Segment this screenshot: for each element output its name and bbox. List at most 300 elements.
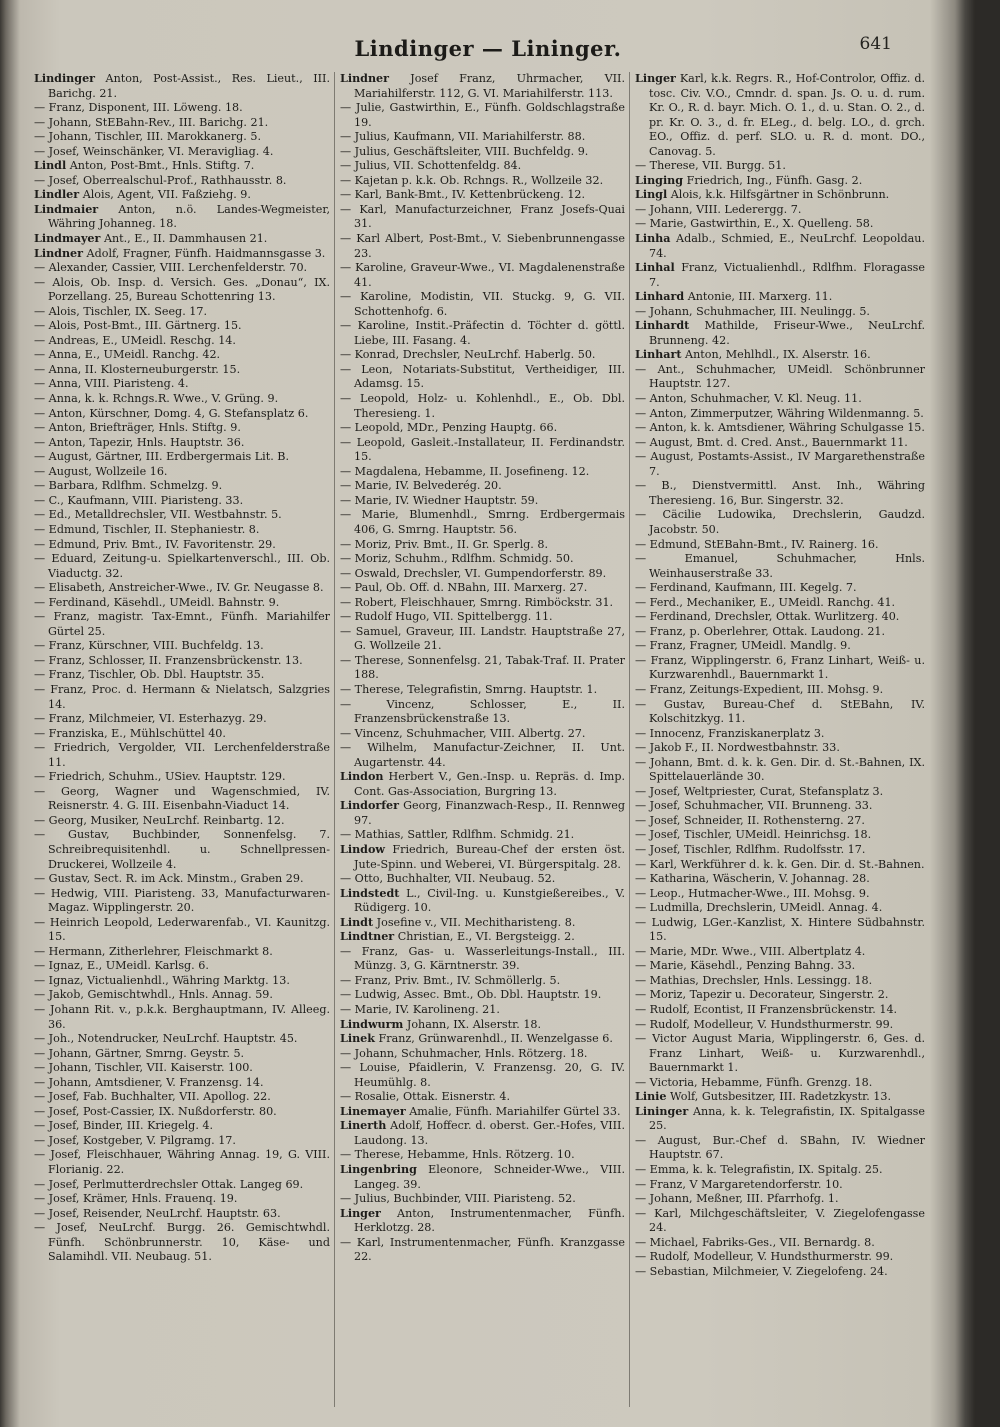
entry-text: — Franz, Disponent, III. Löweng. 18. xyxy=(34,101,243,115)
directory-entry xyxy=(635,421,925,436)
entry-text: — Johann, Meßner, III. Pfarrhofg. 1. xyxy=(635,1192,839,1206)
entry-text: — Anton, Zimmerputzer, Währing Wildenmanng. 5. xyxy=(635,406,924,420)
directory-entry xyxy=(635,1207,925,1236)
directory-entry xyxy=(34,1047,330,1062)
directory-entry xyxy=(34,596,330,611)
directory-entry xyxy=(340,654,625,683)
directory-entry xyxy=(635,843,925,858)
entry-text: — Ignaz, E., UMeidl. Karlsg. 6. xyxy=(34,959,209,973)
directory-entry xyxy=(34,872,330,887)
directory-entry xyxy=(635,887,925,902)
entry-text: — Leopold, Gasleit.-Installateur, II. Ferdinandstr. 15. xyxy=(340,435,625,464)
directory-page xyxy=(14,0,962,1427)
directory-entry xyxy=(34,1076,330,1091)
entry-text: Franz, Victualienhdl., Rdlfhm. Floragasse 7. xyxy=(649,261,925,289)
directory-entry xyxy=(635,1018,925,1033)
entry-text: — Karoline, Modistin, VII. Stuckg. 9, G. VII. Schottenhofg. 6. xyxy=(340,290,625,318)
directory-entry xyxy=(34,814,330,829)
entry-text: Eleonore, Schneider-Wwe., VIII. Langeg. 39. xyxy=(354,1163,625,1191)
directory-entry xyxy=(340,1032,625,1047)
directory-entry xyxy=(340,727,625,742)
entry-text: — Marie, IV. Karolineng. 21. xyxy=(340,1003,500,1016)
entry-surname: Linerth xyxy=(340,1119,387,1133)
entry-text: — Rudolf, Modelleur, V. Hundsthurmerstr. 99. xyxy=(635,1017,894,1031)
entry-text: — Rudolf, Econtist, II Franzensbrückenstr. 14. xyxy=(635,1003,898,1016)
directory-entry xyxy=(635,1105,925,1134)
directory-entry xyxy=(635,901,925,916)
entry-text: — Anton, Briefträger, Hnls. Stiftg. 9. xyxy=(34,421,241,435)
directory-entry xyxy=(34,523,330,538)
entry-text: — Josef, Tischler, UMeidl. Heinrichsg. 18. xyxy=(635,828,872,842)
entry-text: — Edmund, Priv. Bmt., IV. Favoritenstr. 29. xyxy=(34,537,276,551)
directory-entry xyxy=(635,450,925,479)
directory-entry xyxy=(635,1003,925,1018)
directory-entry xyxy=(34,101,330,116)
directory-entry xyxy=(635,407,925,422)
column-divider xyxy=(334,72,335,1407)
entry-text: — Karoline, Instit.-Präfectin d. Töchter d. göttl. Liebe, III. Fasang. 4. xyxy=(340,319,625,347)
directory-entry xyxy=(635,319,925,348)
entry-text: — Franz, Schlosser, II. Franzensbrückenstr. 13. xyxy=(34,653,303,667)
directory-entry xyxy=(34,348,330,363)
directory-entry xyxy=(34,945,330,960)
directory-entry xyxy=(34,508,330,523)
directory-entry xyxy=(635,945,925,960)
directory-entry xyxy=(340,348,625,363)
entry-surname: Lindner xyxy=(340,72,390,85)
directory-entry xyxy=(340,421,625,436)
entry-text: — Anton, Tapezir, Hnls. Hauptstr. 36. xyxy=(34,435,245,449)
entry-text: — Georg, Musiker, NeuLrchf. Reinbartg. 12. xyxy=(34,813,285,827)
entry-text: Franz, Grünwarenhdl., II. Wenzelgasse 6. xyxy=(374,1032,613,1046)
entry-text: — Therese, Sonnenfelsg. 21, Tabak-Traf. II. Prater 188. xyxy=(340,653,625,682)
directory-entry xyxy=(34,232,330,247)
directory-entry xyxy=(34,465,330,480)
entry-text: — Heinrich Leopold, Lederwarenfab., VI. Kaunitzg. 15. xyxy=(34,915,330,944)
entry-text: — Ludwig, LGer.-Kanzlist, X. Hintere Südbahnstr. 15. xyxy=(635,915,925,944)
entry-text: — Karl, Milchgeschäftsleiter, V. Ziegelofengasse 24. xyxy=(635,1206,925,1235)
directory-entry xyxy=(34,1105,330,1120)
directory-entry xyxy=(340,916,625,931)
entry-text: Friedrich, Ing., Fünfh. Gasg. 2. xyxy=(683,173,863,187)
entry-surname: Lininger xyxy=(635,1104,689,1118)
directory-entry xyxy=(635,1236,925,1251)
directory-entry xyxy=(635,858,925,873)
entry-text: Anton, n.ö. Landes-Wegmeister, Währing Johanneg. 18. xyxy=(48,202,330,231)
entry-text: — Ferdinand, Käsehdl., UMeidl. Bahnstr. 9. xyxy=(34,595,280,609)
entry-text: Anna, k. k. Telegrafistin, IX. Spitalgasse 25. xyxy=(649,1104,925,1133)
directory-entry xyxy=(34,450,330,465)
entry-text: — Franz, Fragner, UMeidl. Mandlg. 9. xyxy=(635,639,851,653)
entry-text: — Georg, Wagner und Wagenschmied, IV. Reisnerstr. 4. G. III. Eisenbahn-Viaduct 14. xyxy=(34,784,330,813)
entry-text: — Leop., Hutmacher-Wwe., III. Mohsg. 9. xyxy=(635,886,870,900)
entry-text: — Josef, Weinschänker, VI. Meravigliag. 4. xyxy=(34,144,274,158)
directory-entry xyxy=(340,872,625,887)
entry-text: — Moriz, Priv. Bmt., II. Gr. Sperlg. 8. xyxy=(340,537,548,551)
entry-text: — Anna, II. Klosterneuburgerstr. 15. xyxy=(34,362,241,376)
directory-entry xyxy=(34,247,330,262)
directory-entry xyxy=(340,887,625,916)
directory-entry xyxy=(340,698,625,727)
entry-text: — Gustav, Bureau-Chef d. StEBahn, IV. Kolschitzkyg. 11. xyxy=(635,697,925,726)
entry-text: — Anton, Schuhmacher, V. Kl. Neug. 11. xyxy=(635,392,862,406)
entry-surname: Lindler xyxy=(34,188,80,202)
directory-entry xyxy=(340,1148,625,1163)
entry-text: — Sebastian, Milchmeier, V. Ziegelofeng. 24. xyxy=(635,1264,888,1278)
entry-text: — Anna, k. k. Rchngs.R. Wwe., V. Grüng. 9. xyxy=(34,392,279,406)
directory-entry xyxy=(340,1192,625,1207)
entry-text: — Marie, IV. Wiedner Hauptstr. 59. xyxy=(340,493,539,507)
entry-text: — Franziska, E., Mühlschüttel 40. xyxy=(34,726,226,740)
directory-entry xyxy=(340,1119,625,1148)
directory-entry xyxy=(635,261,925,290)
entry-text: — Josef, Weltpriester, Curat, Stefansplatz 3. xyxy=(635,784,884,798)
directory-entry xyxy=(635,625,925,640)
entry-text: — Leopold, MDr., Penzing Hauptg. 66. xyxy=(340,421,558,435)
entry-text: — Karl, Werkführer d. k. k. Gen. Dir. d. St.-Bahnen. xyxy=(635,857,925,871)
directory-entry xyxy=(34,639,330,654)
entry-text: — Josef, Fab. Buchhalter, VII. Apollog. 22. xyxy=(34,1090,271,1104)
entry-text: — Moriz, Schuhm., Rdlfhm. Schmidg. 50. xyxy=(340,552,574,566)
entry-text: — Vincenz, Schlosser, E., II. Franzensbrückenstraße 13. xyxy=(340,697,625,726)
entry-surname: Lindner xyxy=(34,246,84,260)
directory-entry xyxy=(340,1163,625,1192)
directory-entry xyxy=(635,974,925,989)
entry-text: — Eduard, Zeitung-u. Spielkartenverschl., III. Ob. Viaductg. 32. xyxy=(34,552,330,580)
entry-surname: Lingl xyxy=(635,188,668,202)
directory-entry xyxy=(635,392,925,407)
entry-text: Christian, E., VI. Bergsteigg. 2. xyxy=(394,930,575,944)
entry-text: Anton, Instrumentenmacher, Fünfh. Herklotzg. 28. xyxy=(354,1206,625,1235)
entry-text: — Josef, Post-Cassier, IX. Nußdorferstr. 80. xyxy=(34,1104,277,1118)
entry-text: — Julius, VII. Schottenfeldg. 84. xyxy=(340,159,522,173)
directory-entry xyxy=(34,988,330,1003)
directory-entry xyxy=(635,916,925,945)
entry-text: Karl, k.k. Regrs. R., Hof-Controlor, Offiz. d. tosc. Civ. V.O., Cmndr. d. span. Js. O. u. d. rum. Kr. O., R. d. bayr. Mich. O. 1., d. u. Stan. O. 2., d. pr. Kr. O. 3., d. fr. ELeg., d. belg. LO., d. grch. EO., Offiz. d. perf. SLO. u. R. d. mont. DO., Canovag. 5. xyxy=(649,72,925,158)
directory-entry xyxy=(635,72,925,159)
directory-entry xyxy=(635,1134,925,1163)
entry-text: — Ludwig, Assec. Bmt., Ob. Dbl. Hauptstr. 19. xyxy=(340,988,602,1002)
directory-entry xyxy=(34,727,330,742)
entry-surname: Linger xyxy=(340,1206,381,1220)
directory-entry xyxy=(635,988,925,1003)
entry-text: — Marie, MDr. Wwe., VIII. Albertplatz 4. xyxy=(635,944,866,958)
directory-entry xyxy=(340,945,625,974)
directory-entry xyxy=(635,872,925,887)
directory-entry xyxy=(34,668,330,683)
directory-entry xyxy=(34,72,330,101)
entry-text: — Elisabeth, Anstreicher-Wwe., IV. Gr. Neugasse 8. xyxy=(34,581,324,595)
directory-entry xyxy=(340,828,625,843)
directory-entry xyxy=(340,174,625,189)
entry-text: — Anna, VIII. Piaristeng. 4. xyxy=(34,377,189,391)
entry-text: — Ludmilla, Drechslerin, UMeidl. Annag. 4. xyxy=(635,901,883,915)
directory-entry xyxy=(635,348,925,363)
entry-text: Johann, IX. Alserstr. 18. xyxy=(403,1017,542,1031)
directory-entry xyxy=(635,363,925,392)
entry-text: — Emma, k. k. Telegrafistin, IX. Spitalg. 25. xyxy=(635,1163,883,1177)
directory-entry xyxy=(635,1076,925,1091)
entry-text: — Paul, Ob. Off. d. NBahn, III. Marxerg. 27. xyxy=(340,581,588,595)
entry-text: — Johann, VIII. Lederergg. 7. xyxy=(635,202,802,216)
directory-entry xyxy=(34,319,330,334)
entry-text: — Johann Rit. v., p.k.k. Berghauptmann, IV. Alleeg. 36. xyxy=(34,1003,330,1031)
entry-surname: Lindt xyxy=(340,915,374,929)
directory-entry xyxy=(34,1134,330,1149)
entry-text: — B., Dienstvermittl. Anst. Inh., Währing Theresieng. 16, Bur. Singerstr. 32. xyxy=(635,479,925,507)
entry-text: — Franz, Proc. d. Hermann & Nielatsch, Salzgries 14. xyxy=(34,682,330,711)
entry-text: — Johann, Bmt. d. k. k. Gen. Dir. d. St.-Bahnen, IX. Spittelauerlände 30. xyxy=(635,755,925,784)
entry-surname: Lindstedt xyxy=(340,886,400,900)
directory-entry xyxy=(34,959,330,974)
entry-text: — Marie, IV. Belvederég. 20. xyxy=(340,479,502,493)
directory-column-middle xyxy=(340,72,625,1415)
entry-text: — Victoria, Hebamme, Fünfh. Grenzg. 18. xyxy=(635,1075,873,1089)
entry-text: Alois, k.k. Hilfsgärtner in Schönbrunn. xyxy=(667,188,890,202)
entry-text: — Josef, Tischler, Rdlfhm. Rudolfsstr. 17. xyxy=(635,842,866,856)
directory-entry xyxy=(635,654,925,683)
directory-entry xyxy=(635,698,925,727)
entry-text: — Franz, V Margaretendorferstr. 10. xyxy=(635,1177,843,1191)
entry-text: — Robert, Fleischhauer, Smrng. Rimböckstr. 31. xyxy=(340,595,614,609)
directory-entry xyxy=(34,581,330,596)
entry-text: — Franz, Wipplingerstr. 6, Franz Linhart, Weiß- u. Kurzwarenhdl., Bauernmarkt 1. xyxy=(635,653,925,682)
entry-surname: Lindinger xyxy=(34,72,96,85)
directory-entry xyxy=(340,683,625,698)
directory-entry xyxy=(340,1236,625,1265)
entry-text: — August, Postamts-Assist., IV Margarethenstraße 7. xyxy=(635,450,925,478)
entry-text: Anton, Mehlhdl., IX. Alserstr. 16. xyxy=(681,348,871,362)
directory-entry xyxy=(340,930,625,945)
entry-text: Ant., E., II. Dammhausen 21. xyxy=(100,232,268,246)
entry-text: Herbert V., Gen.-Insp. u. Repräs. d. Imp. Cont. Gas-Association, Burgring 13. xyxy=(354,770,625,798)
entry-text: Adolf, Hoffecr. d. oberst. Ger.-Hofes, VIII. Laudong. 13. xyxy=(354,1119,625,1147)
directory-entry xyxy=(34,334,330,349)
directory-entry xyxy=(34,1207,330,1222)
entry-text: — Victor August Maria, Wipplingerstr. 6, Ges. d. Franz Linhart, Weiß- u. Kurzwarenhdl., Bauernmarkt 1. xyxy=(635,1032,925,1075)
page-title: Lindinger — Lininger. xyxy=(354,36,622,61)
entry-text: — Ant., Schuhmacher, UMeidl. Schönbrunner Hauptstr. 127. xyxy=(635,362,925,391)
entry-text: — Alois, Tischler, IX. Seeg. 17. xyxy=(34,304,207,318)
directory-entry xyxy=(340,319,625,348)
directory-entry xyxy=(34,1119,330,1134)
entry-text: — Wilhelm, Manufactur-Zeichner, II. Unt. Augartenstr. 44. xyxy=(340,741,625,769)
entry-text: — Marie, Käsehdl., Penzing Bahng. 33. xyxy=(635,959,856,973)
entry-text: — Johann, Tischler, VII. Kaiserstr. 100. xyxy=(34,1061,253,1075)
entry-text: Amalie, Fünfh. Mariahilfer Gürtel 33. xyxy=(405,1104,621,1118)
directory-entry xyxy=(34,552,330,581)
entry-text: Adolf, Fragner, Fünfh. Haidmannsgasse 3. xyxy=(83,246,326,260)
entry-text: — Friedrich, Vergolder, VII. Lerchenfelderstraße 11. xyxy=(34,741,330,769)
directory-entry xyxy=(635,217,925,232)
entry-text: — Johann, Gärtner, Smrng. Geystr. 5. xyxy=(34,1046,245,1060)
entry-surname: Linhardt xyxy=(635,319,690,333)
entry-text: — Edmund, StEBahn-Bmt., IV. Rainerg. 16. xyxy=(635,537,879,551)
entry-text: — Marie, Blumenhdl., Smrng. Erdbergermais 406, G. Smrng. Hauptstr. 56. xyxy=(340,508,625,536)
directory-entry xyxy=(34,174,330,189)
directory-entry xyxy=(34,436,330,451)
directory-entry xyxy=(635,436,925,451)
directory-entry xyxy=(340,465,625,480)
entry-text: — Franz, Priv. Bmt., IV. Schmöllerlg. 5. xyxy=(340,973,561,987)
entry-text: — August, Bur.-Chef d. SBahn, IV. Wiedner Hauptstr. 67. xyxy=(635,1133,925,1162)
directory-entry xyxy=(635,305,925,320)
directory-entry xyxy=(340,625,625,654)
entry-text: — Magdalena, Hebamme, II. Josefineng. 12. xyxy=(340,464,590,478)
entry-text: — Franz, Zeitungs-Expedient, III. Mohsg. 9. xyxy=(635,682,884,696)
directory-entry xyxy=(635,799,925,814)
directory-entry xyxy=(340,1018,625,1033)
directory-entry xyxy=(635,727,925,742)
entry-text: — Leon, Notariats-Substitut, Vertheidiger, III. Adamsg. 15. xyxy=(340,362,625,391)
entry-text: — Therese, Telegrafistin, Smrng. Hauptstr. 1. xyxy=(340,682,598,696)
entry-text: — Barbara, Rdlfhm. Schmelzg. 9. xyxy=(34,479,223,493)
entry-text: — Friedrich, Schuhm., USiev. Hauptstr. 129. xyxy=(34,770,286,784)
directory-entry xyxy=(34,1192,330,1207)
entry-text: — Innocenz, Franziskanerplatz 3. xyxy=(635,726,825,740)
directory-entry xyxy=(340,610,625,625)
entry-surname: Linger xyxy=(635,72,676,85)
entry-surname: Lingenbring xyxy=(340,1163,417,1177)
directory-entry xyxy=(340,363,625,392)
directory-entry xyxy=(340,843,625,872)
directory-entry xyxy=(34,610,330,639)
directory-entry xyxy=(34,116,330,131)
entry-text: — August, Gärtner, III. Erdbergermais Lit. B. xyxy=(34,450,290,464)
entry-text: — Gustav, Buchbinder, Sonnenfelsg. 7. Schreibrequisitenhdl. u. Schnellpressen-Druckerei, Wollzeile 4. xyxy=(34,828,330,871)
entry-text: — Vincenz, Schuhmacher, VIII. Albertg. 27. xyxy=(340,726,586,740)
entry-surname: Linhal xyxy=(635,261,675,275)
entry-surname: Lindorfer xyxy=(340,799,400,813)
directory-column-left xyxy=(34,72,330,1415)
entry-text: Anton, Post-Assist., Res. Lieut., III. Barichg. 21. xyxy=(48,72,330,100)
entry-text: — Katharina, Wäscherin, V. Johannag. 28. xyxy=(635,872,870,886)
entry-text: — Anna, E., UMeidl. Ranchg. 42. xyxy=(34,348,221,362)
directory-entry xyxy=(340,479,625,494)
entry-text: — Franz, Tischler, Ob. Dbl. Hauptstr. 35. xyxy=(34,668,265,682)
directory-entry xyxy=(340,188,625,203)
entry-text: — Franz, Gas- u. Wasserleitungs-Install., III. Münzg. 3, G. Kärntnerstr. 39. xyxy=(340,944,625,973)
directory-entry xyxy=(635,188,925,203)
entry-text: — Edmund, Tischler, II. Stephaniestr. 8. xyxy=(34,522,260,536)
directory-entry xyxy=(34,1221,330,1265)
entry-text: — Rudolf, Modelleur, V. Hundsthurmerstr. 99. xyxy=(635,1250,894,1264)
directory-entry xyxy=(34,654,330,669)
entry-text: — Mathias, Drechsler, Hnls. Lessingg. 18. xyxy=(635,973,873,987)
entry-text: — Franz, Milchmeier, VI. Esterhazyg. 29. xyxy=(34,712,267,726)
entry-text: — Karoline, Graveur-Wwe., VI. Magdalenenstraße 41. xyxy=(340,261,625,289)
directory-entry xyxy=(34,712,330,727)
directory-entry xyxy=(635,290,925,305)
directory-entry xyxy=(34,1003,330,1032)
directory-entry xyxy=(340,145,625,160)
directory-entry xyxy=(340,1090,625,1105)
entry-text: — Josef, Fleischhauer, Währing Annag. 19, G. VIII. Florianig. 22. xyxy=(34,1148,330,1177)
entry-text: — Karl, Instrumentenmacher, Fünfh. Kranzgasse 22. xyxy=(340,1235,625,1264)
entry-text: Mathilde, Friseur-Wwe., NeuLrchf. Brunneng. 42. xyxy=(649,319,925,347)
entry-text: — Anton, k. k. Amtsdiener, Währing Schulgasse 15. xyxy=(635,421,925,435)
directory-entry xyxy=(635,610,925,625)
entry-surname: Linging xyxy=(635,173,684,187)
directory-entry xyxy=(340,1003,625,1018)
entry-text: — August, Wollzeile 16. xyxy=(34,464,168,478)
entry-surname: Linie xyxy=(635,1090,667,1104)
entry-text: — Leopold, Holz- u. Kohlenhdl., E., Ob. Dbl. Theresieng. 1. xyxy=(340,392,625,420)
entry-text: — Franz, magistr. Tax-Emnt., Fünfh. Mariahilfer Gürtel 25. xyxy=(34,610,330,638)
directory-entry xyxy=(34,392,330,407)
directory-entry xyxy=(340,1061,625,1090)
directory-entry xyxy=(34,377,330,392)
directory-entry xyxy=(635,1032,925,1076)
directory-entry xyxy=(34,828,330,872)
entry-surname: Linek xyxy=(340,1032,375,1046)
entry-text: — Samuel, Graveur, III. Landstr. Hauptstraße 27, G. Wollzeile 21. xyxy=(340,624,625,653)
entry-text: — Hedwig, VIII. Piaristeng. 33, Manufacturwaren-Magaz. Wipplingerstr. 20. xyxy=(34,886,330,915)
entry-text: — Josef, Reisender, NeuLrchf. Hauptstr. 63. xyxy=(34,1206,281,1220)
entry-text: — Ferdinand, Drechsler, Ottak. Wurlitzerg. 40. xyxy=(635,610,900,624)
directory-entry xyxy=(34,1090,330,1105)
entry-text: — Karl, Manufacturzeichner, Franz Josefs-Quai 31. xyxy=(340,202,625,231)
entry-text: — Josef, Schuhmacher, VII. Brunneng. 33. xyxy=(635,799,873,813)
entry-text: — Oswald, Drechsler, VI. Gumpendorferstr. 89. xyxy=(340,566,607,580)
entry-text: Anton, Post-Bmt., Hnls. Stiftg. 7. xyxy=(66,159,255,173)
entry-text: — Rudolf Hugo, VII. Spittelbergg. 11. xyxy=(340,610,553,624)
entry-text: — Franz, p. Oberlehrer, Ottak. Laudong. 21. xyxy=(635,624,886,638)
entry-text: — Josef, Kostgeber, V. Pilgramg. 17. xyxy=(34,1133,236,1147)
entry-text: Adalb., Schmied, E., NeuLrchf. Leopoldau. 74. xyxy=(649,232,925,260)
directory-entry xyxy=(340,988,625,1003)
entry-text: — Otto, Buchhalter, VII. Neubaug. 52. xyxy=(340,872,556,886)
directory-entry xyxy=(34,916,330,945)
entry-surname: Lindl xyxy=(34,159,67,173)
directory-entry xyxy=(340,567,625,582)
directory-entry xyxy=(635,508,925,537)
entry-text: — Josef, Binder, III. Kriegelg. 4. xyxy=(34,1119,214,1133)
entry-surname: Lindmayer xyxy=(34,232,101,246)
directory-column-right xyxy=(635,72,925,1415)
directory-entry xyxy=(34,159,330,174)
entry-text: — Louise, Pfaidlerin, V. Franzensg. 20, G. IV. Heumühlg. 8. xyxy=(340,1061,625,1089)
entry-surname: Lindwurm xyxy=(340,1017,404,1031)
entry-text: — Therese, Hebamme, Hnls. Rötzerg. 10. xyxy=(340,1148,575,1162)
directory-entry xyxy=(34,1032,330,1047)
entry-text: — Johann, Schuhmacher, III. Neulingg. 5. xyxy=(635,304,870,318)
directory-entry xyxy=(34,407,330,422)
entry-text: — Ferdinand, Kaufmann, III. Kegelg. 7. xyxy=(635,581,857,595)
entry-text: — Hermann, Zitherlehrer, Fleischmarkt 8. xyxy=(34,944,273,958)
entry-text: — Karl, Bank-Bmt., IV. Kettenbrückeng. 12. xyxy=(340,188,586,202)
directory-entry xyxy=(34,145,330,160)
entry-text: L., Civil-Ing. u. Kunstgießereibes., V. Rüdigerg. 10. xyxy=(354,886,625,915)
directory-entry xyxy=(34,785,330,814)
directory-entry xyxy=(340,232,625,261)
directory-entry xyxy=(34,421,330,436)
directory-entry xyxy=(340,596,625,611)
directory-entry xyxy=(34,1148,330,1177)
entry-surname: Linhard xyxy=(635,290,685,304)
entry-text: Friedrich, Bureau-Chef der ersten öst. Jute-Spinn. und Weberei, VI. Bürgerspitalg. 28. xyxy=(354,842,625,871)
entry-text: — Gustav, Sect. R. im Ack. Minstm., Graben 29. xyxy=(34,872,304,886)
entry-text: — Karl Albert, Post-Bmt., V. Siebenbrunnengasse 23. xyxy=(340,232,625,260)
directory-entry xyxy=(635,479,925,508)
directory-entry xyxy=(34,479,330,494)
directory-entry xyxy=(34,276,330,305)
entry-text: — August, Bmt. d. Cred. Anst., Bauernmarkt 11. xyxy=(635,435,908,449)
entry-text: — Franz, Kürschner, VIII. Buchfeldg. 13. xyxy=(34,639,264,653)
entry-text: — Jakob F., II. Nordwestbahnstr. 33. xyxy=(635,741,840,755)
entry-text: — Johann, Schuhmacher, Hnls. Rötzerg. 18. xyxy=(340,1046,588,1060)
entry-text: — Michael, Fabriks-Ges., VII. Bernardg. 8. xyxy=(635,1235,875,1249)
